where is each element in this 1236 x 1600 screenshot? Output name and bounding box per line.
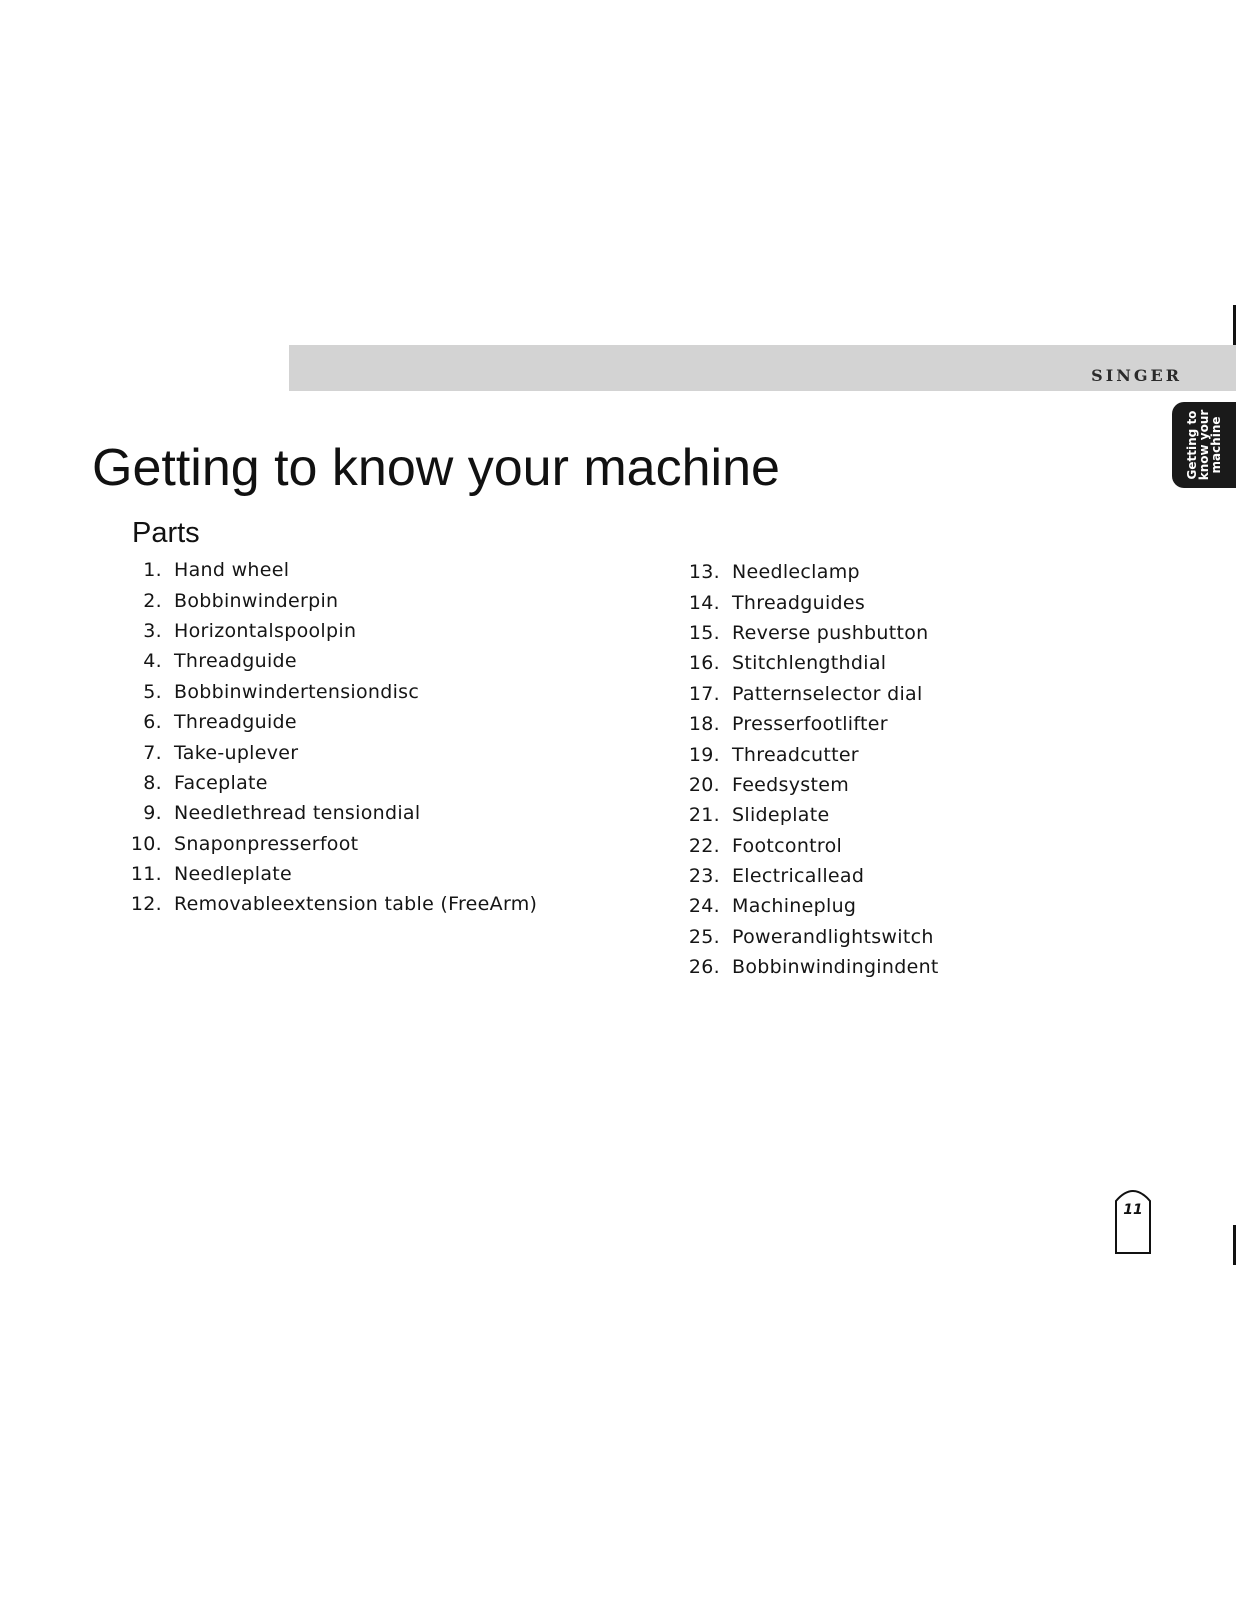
part-name: Faceplate xyxy=(174,771,268,794)
page-marker-outline xyxy=(1114,1183,1152,1255)
list-item xyxy=(130,677,537,707)
part-number: 12. xyxy=(130,893,162,916)
part-number: 17. xyxy=(688,682,720,705)
list-item xyxy=(130,798,537,828)
part-number: 3. xyxy=(143,619,162,642)
list-item xyxy=(688,709,939,739)
part-number: 18. xyxy=(688,713,720,736)
part-name: Take-uplever xyxy=(174,741,299,764)
list-item xyxy=(130,646,537,676)
part-name: Powerandlightswitch xyxy=(732,925,934,948)
part-number: 14. xyxy=(688,591,720,614)
part-number: 20. xyxy=(688,773,720,796)
list-item xyxy=(130,859,537,889)
part-name: Threadguide xyxy=(174,650,297,673)
part-name: Threadguides xyxy=(732,591,866,614)
list-item xyxy=(688,587,939,617)
part-name: Bobbinwindingindent xyxy=(732,956,939,979)
part-name: Snaponpresserfoot xyxy=(174,832,359,855)
brand-logo: SINGER xyxy=(1091,366,1182,385)
part-number: 22. xyxy=(688,834,720,857)
list-item xyxy=(688,800,939,830)
part-number: 23. xyxy=(688,865,720,888)
list-item xyxy=(688,922,939,952)
list-item xyxy=(688,891,939,921)
part-number: 24. xyxy=(688,895,720,918)
list-item xyxy=(130,829,537,859)
list-item xyxy=(688,831,939,861)
part-name: Stitchlengthdial xyxy=(732,652,887,675)
page-number: 11 xyxy=(1123,1202,1143,1218)
list-item xyxy=(688,861,939,891)
part-number: 13. xyxy=(688,561,720,584)
list-item xyxy=(688,618,939,648)
part-name: Machineplug xyxy=(732,895,857,918)
list-item xyxy=(688,557,939,587)
list-item xyxy=(130,889,537,919)
part-number: 8. xyxy=(143,771,162,794)
part-number: 15. xyxy=(688,621,720,644)
part-number: 25. xyxy=(688,925,720,948)
part-number: 4. xyxy=(143,650,162,673)
part-number: 21. xyxy=(688,804,720,827)
part-number: 10. xyxy=(130,832,162,855)
part-number: 1. xyxy=(143,559,162,582)
part-number: 2. xyxy=(143,589,162,612)
part-name: Needlethread tensiondial xyxy=(174,802,421,825)
part-number: 9. xyxy=(143,802,162,825)
parts-list-right xyxy=(688,557,939,982)
part-number: 26. xyxy=(688,956,720,979)
part-name: Bobbinwindertensiondisc xyxy=(174,680,420,703)
part-number: 7. xyxy=(143,741,162,764)
part-number: 5. xyxy=(143,680,162,703)
page-title: Getting to know your machine xyxy=(92,439,780,497)
part-name: Bobbinwinderpin xyxy=(174,589,339,612)
list-item xyxy=(688,679,939,709)
parts-list-left xyxy=(130,555,537,920)
list-item xyxy=(688,739,939,769)
list-item xyxy=(688,648,939,678)
list-item xyxy=(130,768,537,798)
side-tab-label: Getting to know your machine xyxy=(1185,409,1223,481)
part-name: Needleclamp xyxy=(732,561,860,584)
part-name: Threadcutter xyxy=(732,743,859,766)
part-name: Hand wheel xyxy=(174,559,290,582)
part-name: Needleplate xyxy=(174,863,293,886)
part-number: 6. xyxy=(143,711,162,734)
part-name: Horizontalspoolpin xyxy=(174,619,357,642)
part-number: 11. xyxy=(130,863,162,886)
list-item xyxy=(130,707,537,737)
part-name: Presserfootlifter xyxy=(732,713,888,736)
section-heading: Parts xyxy=(132,517,200,549)
list-item xyxy=(688,770,939,800)
list-item xyxy=(130,585,537,615)
list-item xyxy=(130,555,537,585)
part-name: Electricallead xyxy=(732,865,865,888)
part-name: Footcontrol xyxy=(732,834,843,857)
section-side-tab xyxy=(1172,402,1236,488)
part-name: Reverse pushbutton xyxy=(732,621,929,644)
list-item xyxy=(688,952,939,982)
part-number: 16. xyxy=(688,652,720,675)
part-name: Slideplate xyxy=(732,804,830,827)
page-number-marker xyxy=(1114,1183,1152,1255)
part-name: Removableextension table (FreeArm) xyxy=(174,893,538,916)
part-name: Threadguide xyxy=(174,711,297,734)
list-item xyxy=(130,737,537,767)
part-name: Patternselector dial xyxy=(732,682,923,705)
part-number: 19. xyxy=(688,743,720,766)
part-name: Feedsystem xyxy=(732,773,850,796)
list-item xyxy=(130,616,537,646)
